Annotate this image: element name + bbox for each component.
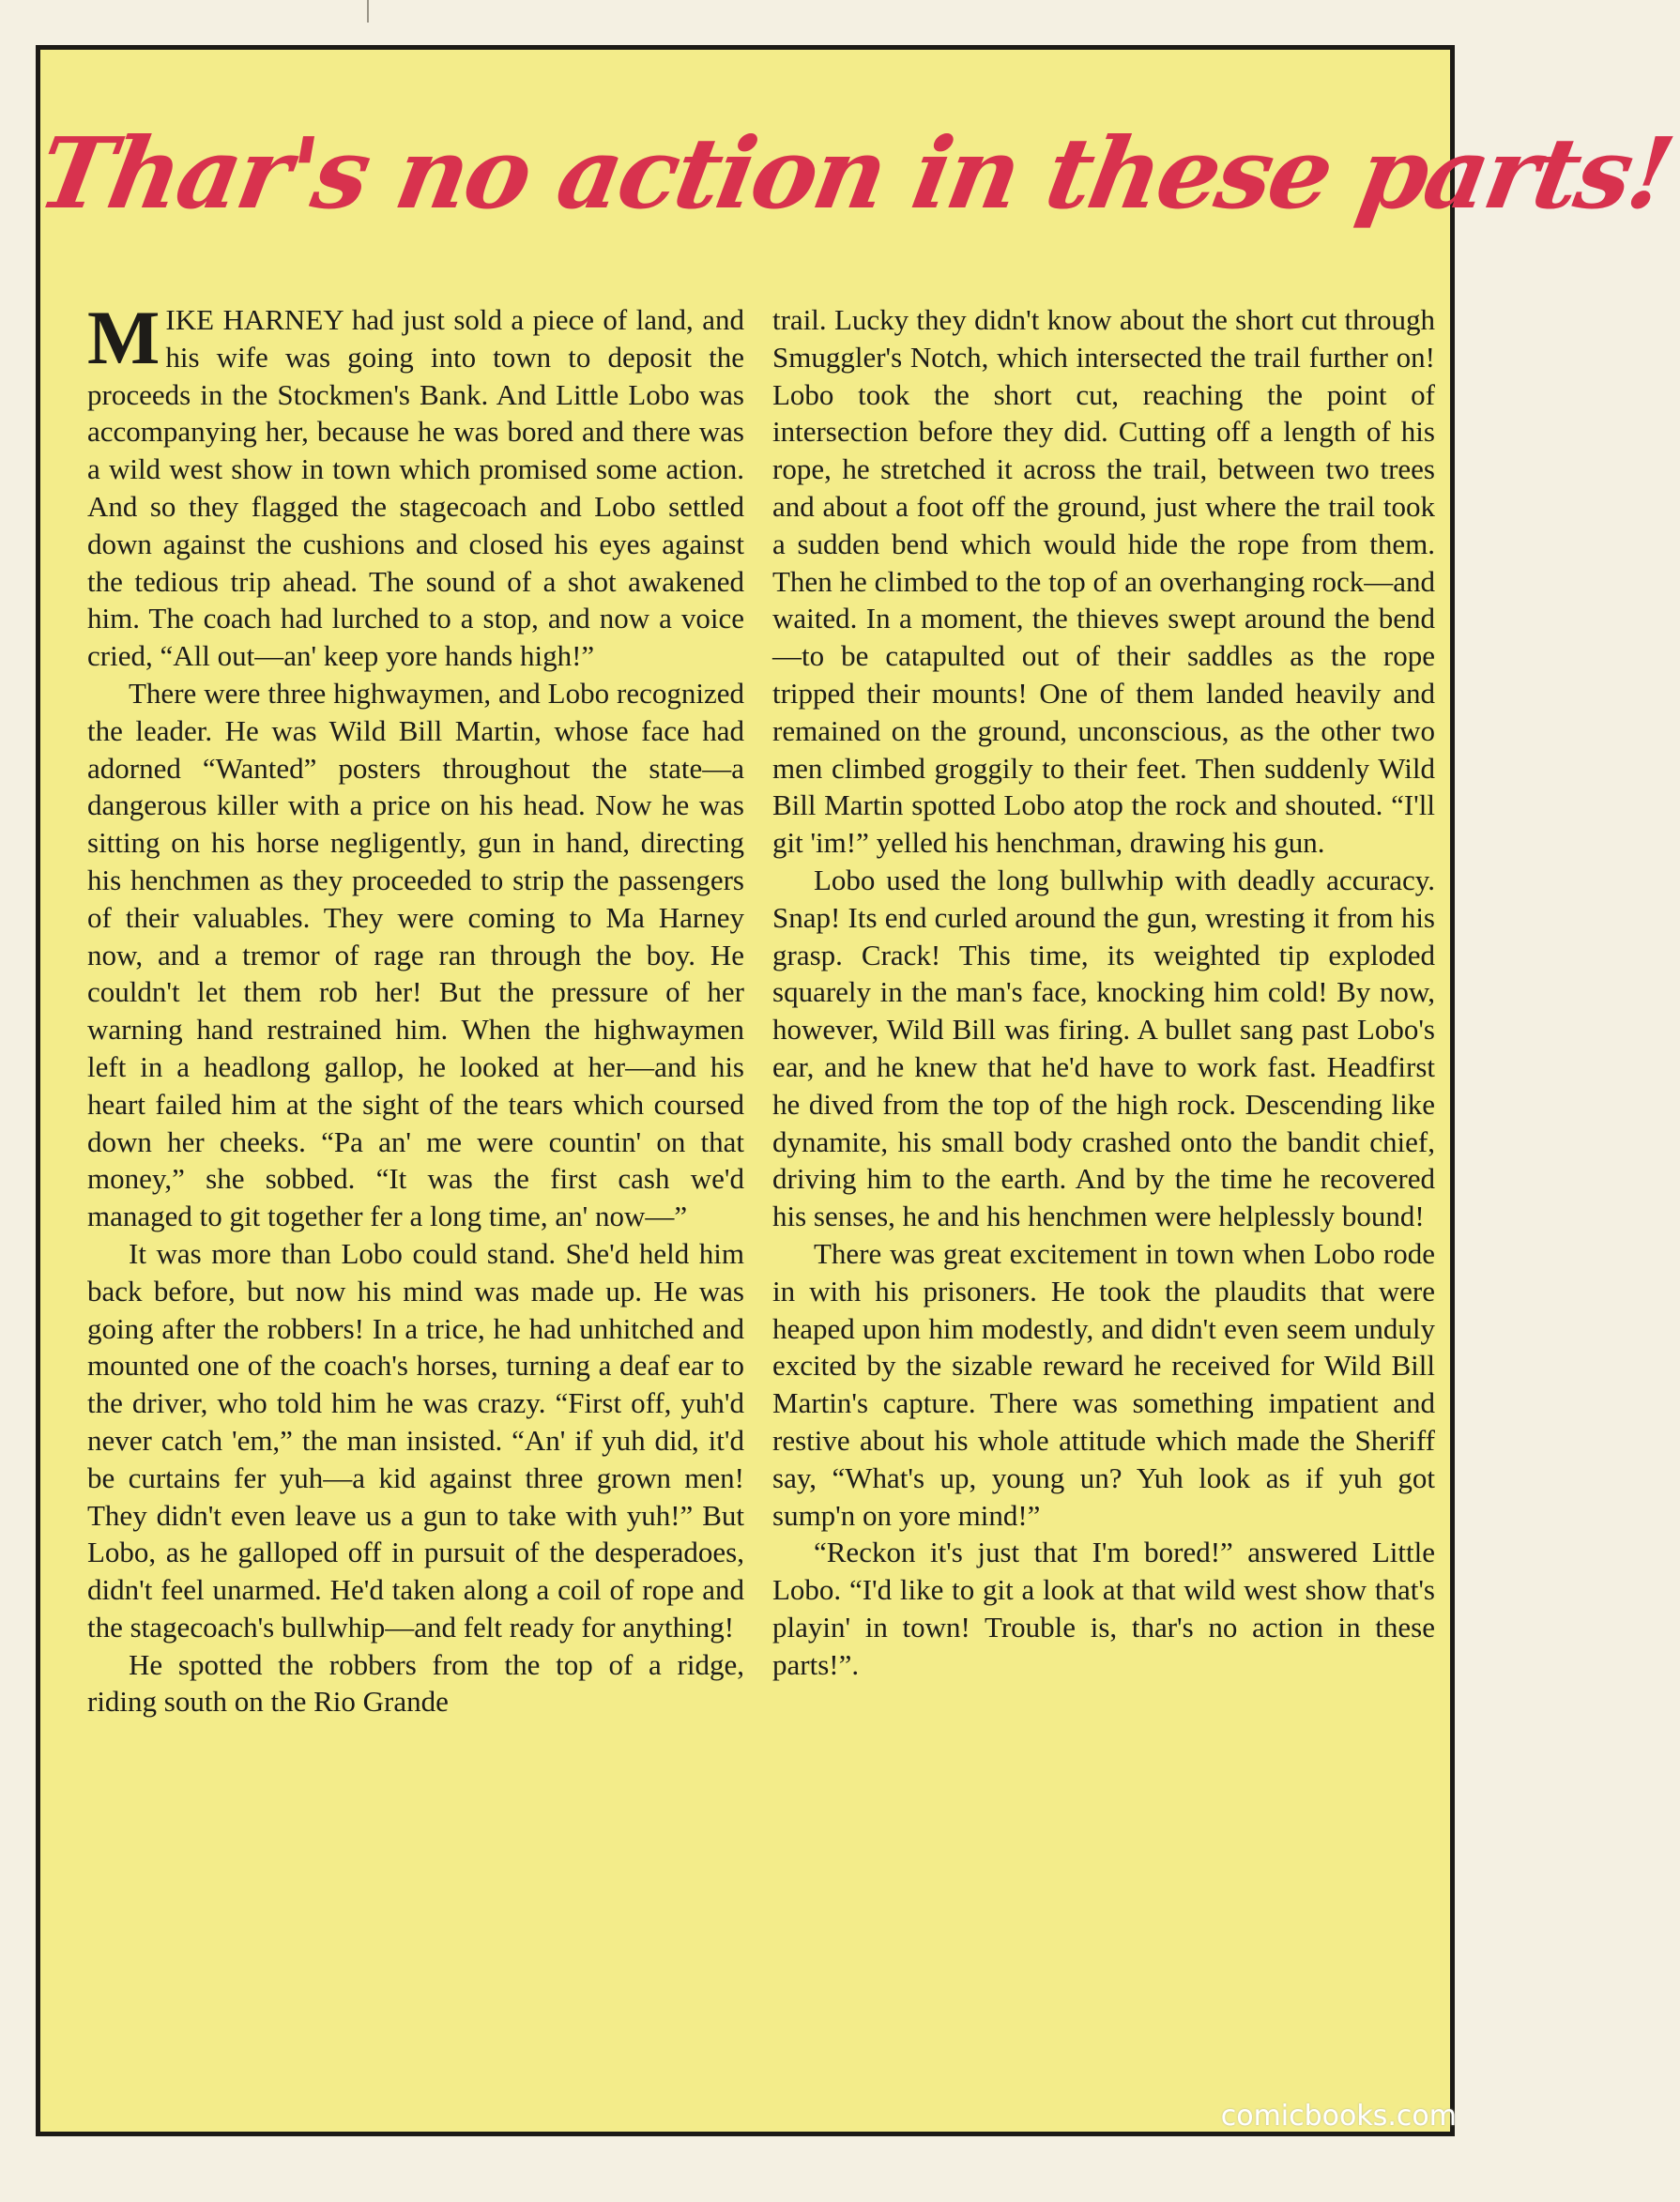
- paragraph-8: “Reckon it's just that I'm bored!” answered Little Lobo. “I'd like to git a look at that wild west show that's playin' in town! Trouble is, thar's no action in these parts!”.: [772, 1536, 1435, 1681]
- paragraph-1: [87, 295, 744, 675]
- drop-cap: M: [87, 295, 160, 380]
- story-title: Thar's no action in these parts!: [30, 115, 1680, 231]
- left-column: [87, 295, 744, 1720]
- paragraph-6: Lobo used the long bullwhip with deadly accuracy. Snap! Its end curled around the gun, wresting it from his grasp. Crack! This time, its weighted tip exploded squarely in the man's face, knocking him cold! By now, however, Wild Bill was firing. A bullet sang past Lobo's ear, and he knew that he'd have to work fast. Headfirst he dived from the top of the high rock. Descending like dynamite, his small body crashed onto the bandit chief, driving him to the earth. And by the time he recovered his senses, he and his henchmen were helplessly bound!: [772, 863, 1435, 1233]
- source-watermark: comicbooks.com: [1220, 2100, 1457, 2133]
- right-column: [772, 301, 1435, 1683]
- paragraph-4: He spotted the robbers from the top of a ridge, riding south on the Rio Grande: [87, 1647, 744, 1719]
- paragraph-7: There was great excitement in town when Lobo rode in with his prisoners. He took the plaudits that were heaped upon him modestly, and didn't even seem unduly excited by the sizable reward he received for Wild Bill Martin's capture. There was something impatient and restive about his whole attitude which made the Sheriff say, “What's up, young un? Yuh look as if yuh got sump'n on yore mind!”: [772, 1236, 1435, 1532]
- story-panel: [30, 45, 1680, 2136]
- page-edge-mark: [367, 0, 369, 23]
- paragraph-2: There were three highwaymen, and Lobo recognized the leader. He was Wild Bill Martin, whose face had adorned “Wanted” posters throughout the state—a dangerous killer with a price on his head. Now he was sitting on his horse negligently, gun in hand, directing his henchmen as they proceeded to strip the passengers of their valuables. They were coming to Ma Harney now, and a tremor of rage ran through the boy. He couldn't let them rob her! But the pressure of her warning hand restrained him. When the highwaymen left in a headlong gallop, he looked at her—and his heart failed him at the sight of the tears which coursed down her cheeks. “Pa an' me were countin' on that money,” she sobbed. “It was the first cash we'd managed to git together fer a long time, an' now—”: [87, 676, 744, 1233]
- paragraph-3: It was more than Lobo could stand. She'd held him back before, but now his mind was made up. He was going after the robbers! In a trice, he had unhitched and mounted one of the coach's horses, turning a deaf ear to the driver, who told him he was crazy. “First off, yuh'd never catch 'em,” the man insisted. “An' if yuh did, it'd be curtains fer yuh—a kid against three grown men! They didn't even leave us a gun to take with yuh!” But Lobo, as he galloped off in pursuit of the desperadoes, didn't feel unarmed. He'd taken along a coil of rope and the stagecoach's bullwhip—and felt ready for anything!: [87, 1236, 744, 1644]
- paragraph-1-text: IKE HARNEY had just sold a piece of land, and his wife was going into town to deposit the proceeds in the Stockmen's Bank. And Little Lobo was accompanying her, because he was bored and there was a wild west show in town which promised some action. And so they flagged the stagecoach and Lobo settled down against the cushions and closed his eyes against the tedious trip ahead. The sound of a shot awakened him. The coach had lurched to a stop, and now a voice cried, “All out—an' keep yore hands high!”: [87, 303, 744, 673]
- paragraph-5: trail. Lucky they didn't know about the short cut through Smuggler's Notch, which intersected the trail further on! Lobo took the short cut, reaching the point of intersection before they did. Cutting off a length of his rope, he stretched it across the trail, between two trees and about a foot off the ground, just where the trail took a sudden bend which would hide the rope from them. Then he climbed to the top of an overhanging rock—and waited. In a moment, the thieves swept around the bend—to be catapulted out of their saddles as the rope tripped their mounts! One of them landed heavily and remained on the ground, unconscious, as the other two men climbed groggily to their feet. Then suddenly Wild Bill Martin spotted Lobo atop the rock and shouted. “I'll git 'im!” yelled his henchman, drawing his gun.: [772, 303, 1435, 860]
